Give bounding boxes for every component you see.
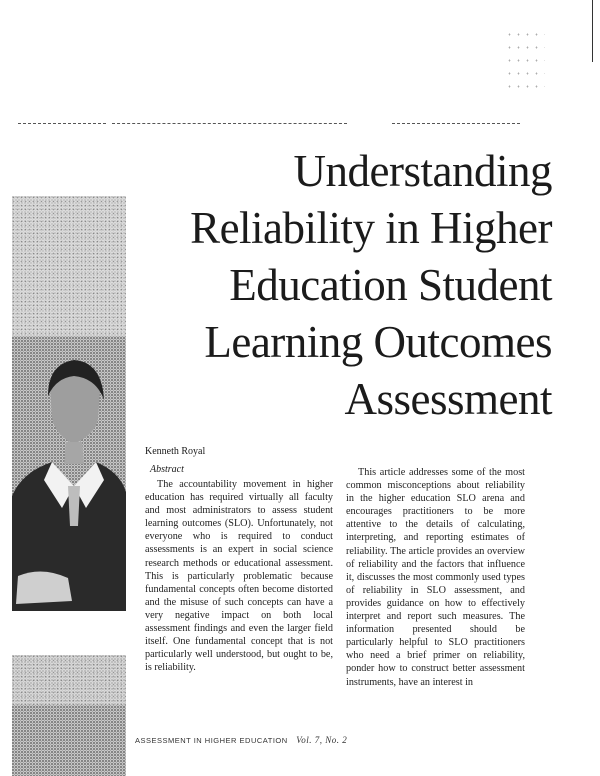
journal-name: ASSESSMENT IN HIGHER EDUCATION: [135, 736, 288, 745]
decorative-photo-bottom: [12, 655, 126, 776]
top-rule-left: [18, 123, 106, 124]
abstract-column-1: The accountability movement in higher education has required virtually all faculty and most administrators to assess student learning outcomes (SLO). Unfortunately, not everyone who is required to conduct assessments is an expert in social science research methods or educational assessment. This is particularly problematic because fundamental concepts often become distorted and the misuse of such concepts can have a very negative impact on both local assessment findings and even the larger field itself. One fundamental concept that is not particularly well understood, but ought to be, is reliability.: [145, 479, 333, 674]
article-title: [112, 143, 552, 428]
margin-rule: [592, 0, 593, 62]
abstract-label: Abstract: [150, 464, 184, 475]
top-rule-right: [392, 123, 520, 124]
top-rule-middle: [112, 123, 347, 124]
author-name: Kenneth Royal: [145, 446, 206, 457]
page-footer: [135, 735, 347, 745]
volume-issue: Vol. 7, No. 2: [296, 735, 348, 745]
title-line-4: Learning Outcomes: [204, 317, 552, 367]
scan-specks: [505, 28, 545, 98]
title-line-1: Understanding: [293, 146, 552, 196]
abstract-column-2: This article addresses some of the most common misconceptions about reliability in the higher education SLO arena and encourages practitioners to be more attentive to the details of calculating, interpreting, and reporting estimates of reliability. The article provides an overview of reliability and the factors that influence it, discusses the most commonly used types of reliability in SLO assessment, and provides guidance on how to effectively interpret and report such measures. The information presented should be particularly helpful to SLO practitioners who need a brief primer on reliability, ponder how to construct better assessment instruments, have an interest in: [346, 467, 525, 688]
title-line-5: Assessment: [344, 374, 552, 424]
title-line-3: Education Student: [229, 260, 552, 310]
author-photo: [12, 196, 126, 611]
title-line-2: Reliability in Higher: [190, 203, 552, 253]
